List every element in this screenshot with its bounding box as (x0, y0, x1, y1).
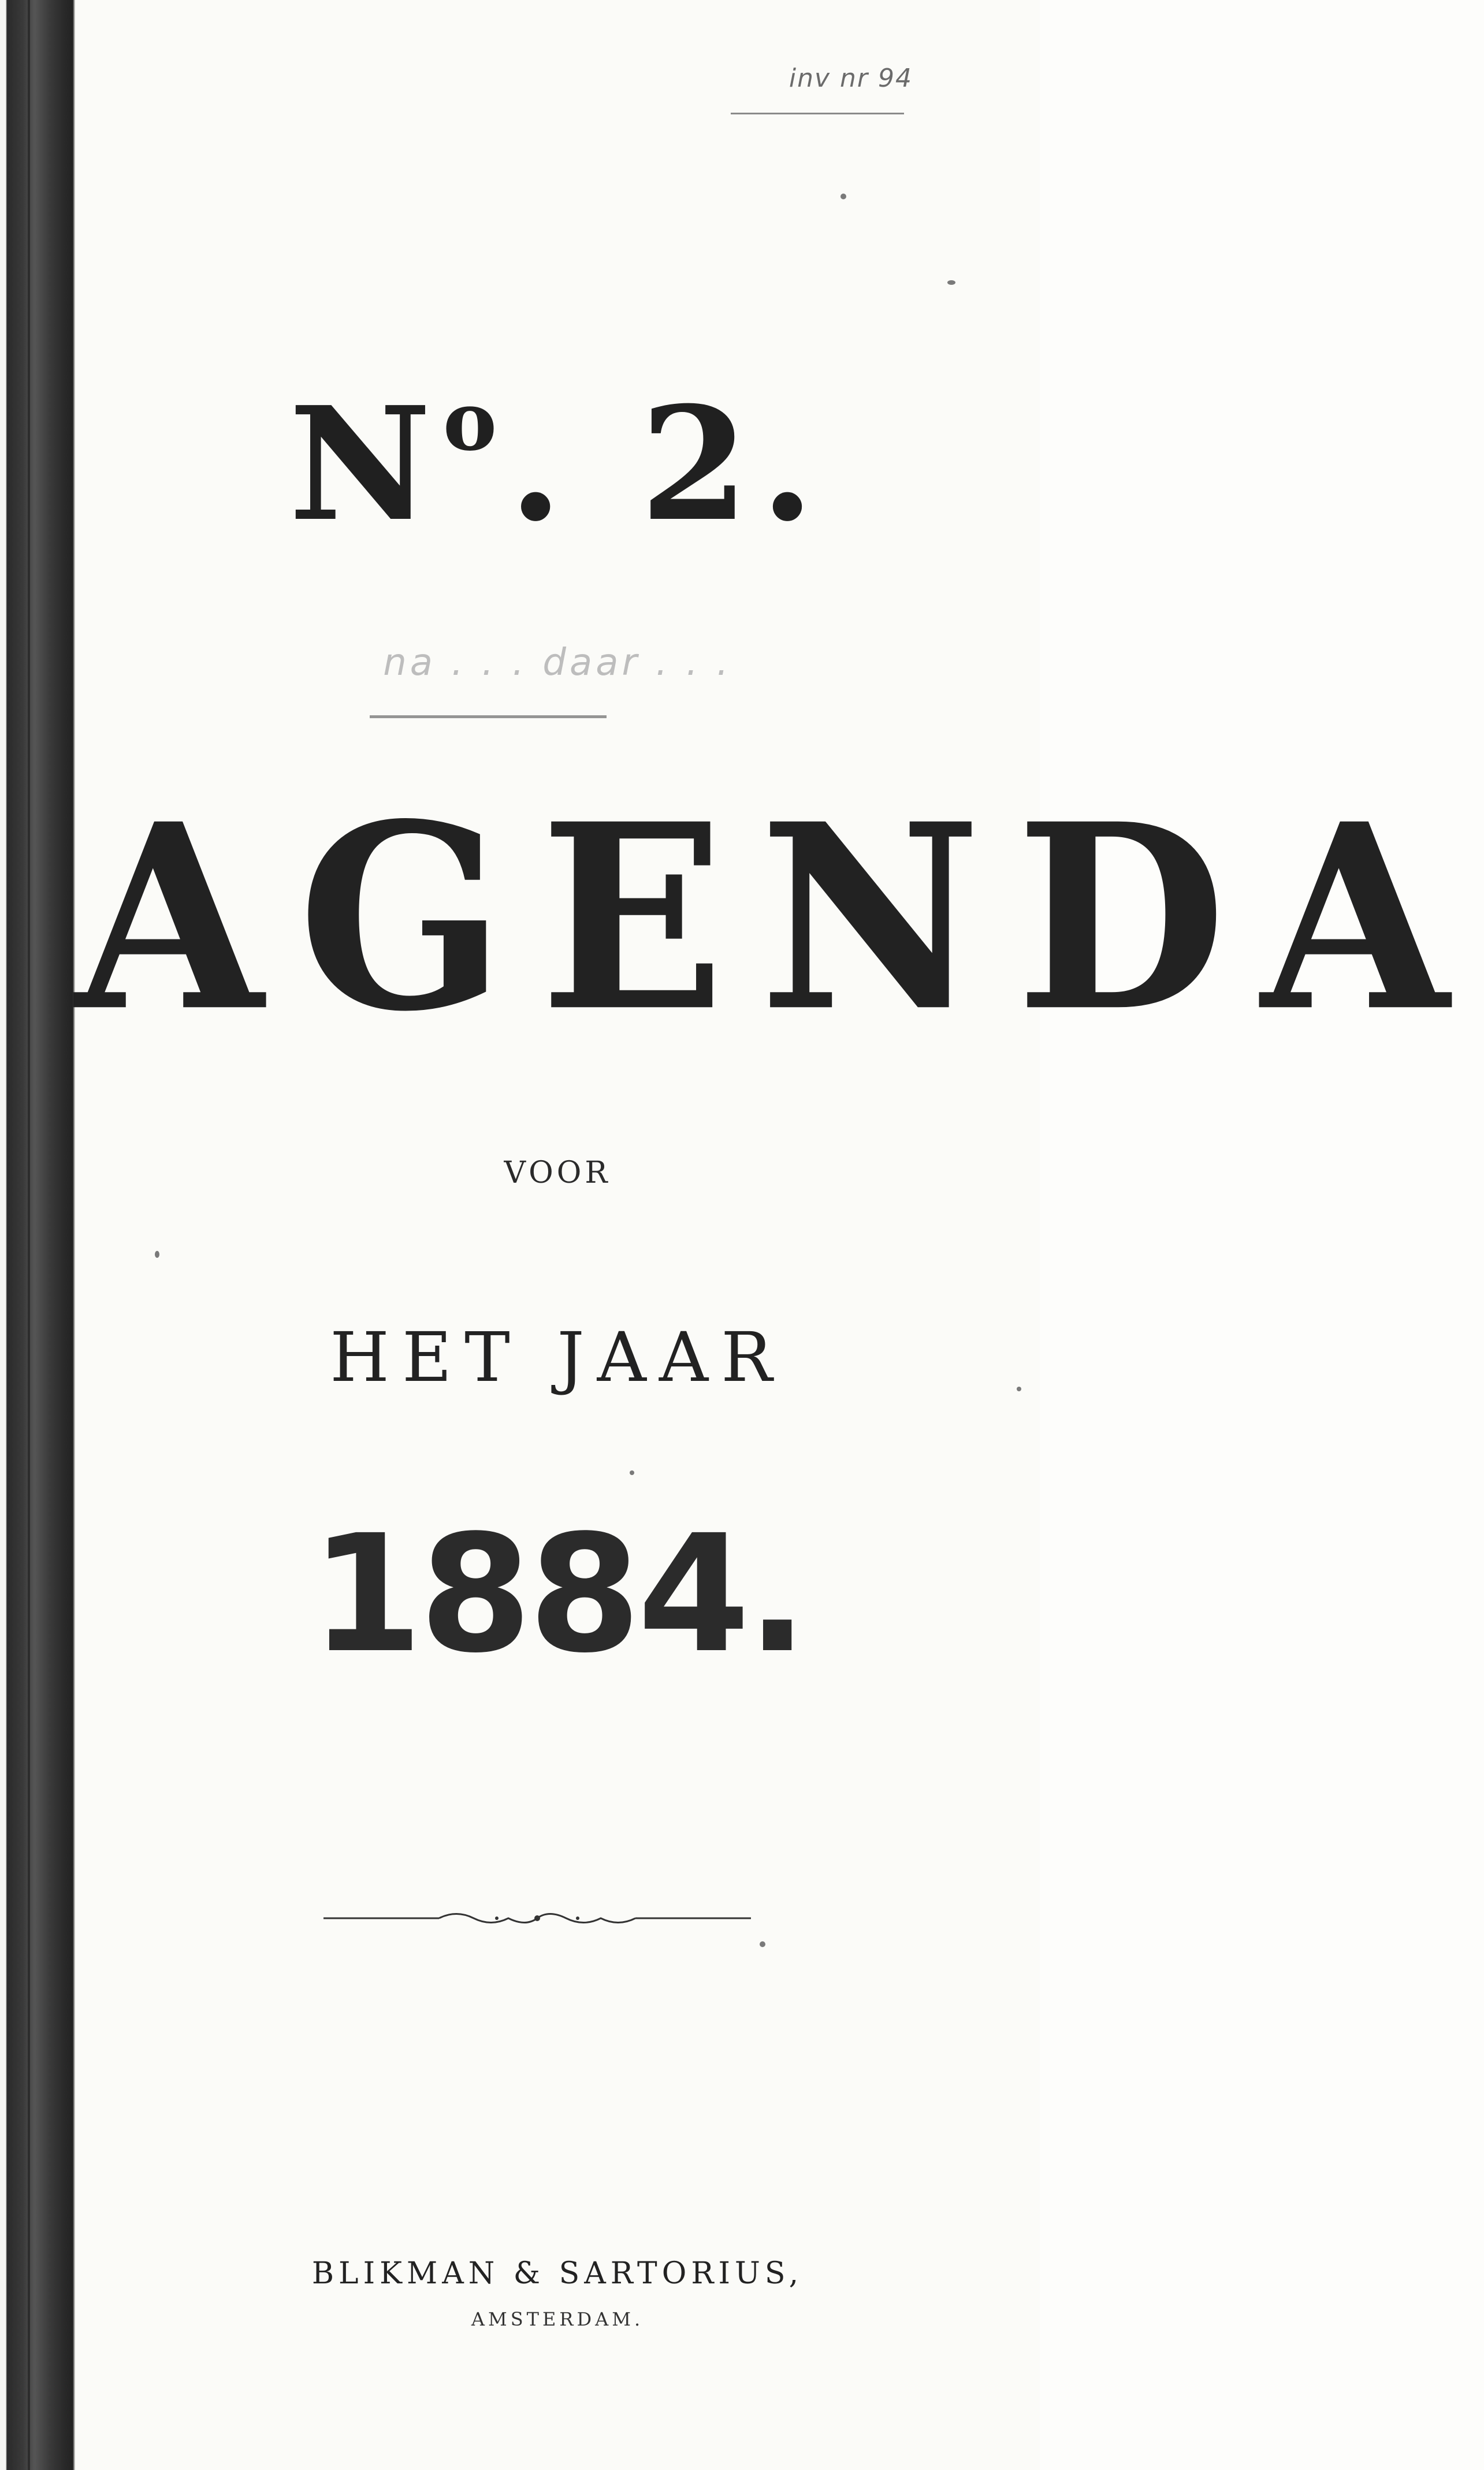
publisher-name: BLIKMAN & SARTORIUS, (311, 2256, 804, 2291)
book-spine (0, 0, 75, 2470)
paper-speck (760, 1941, 765, 1947)
paper-speck (630, 1470, 634, 1475)
paper-speck (840, 194, 846, 199)
ornamental-divider-icon (323, 1907, 751, 1930)
preposition-text: VOOR (504, 1156, 611, 1190)
number-prefix: N (288, 372, 443, 556)
spine-edge (28, 0, 30, 2470)
pencil-underline (731, 113, 904, 114)
subtitle-text: HET JAAR (330, 1317, 785, 1397)
publisher-city: AMSTERDAM. (471, 2308, 644, 2330)
inventory-pencil-note: inv nr 94 (789, 64, 913, 93)
paper-speck (1017, 1387, 1021, 1391)
year-text: 1884. (310, 1500, 805, 1689)
scratch-line (370, 715, 607, 718)
volume-number (75, 372, 1040, 556)
page-title: AGENDA (75, 768, 1484, 1068)
number-value: . 2. (508, 372, 827, 556)
paper-speck (947, 280, 955, 285)
paper-speck (155, 1251, 159, 1258)
number-superscript: o (442, 374, 509, 469)
faint-handwritten-note: na . . . daar . . . (383, 641, 732, 684)
